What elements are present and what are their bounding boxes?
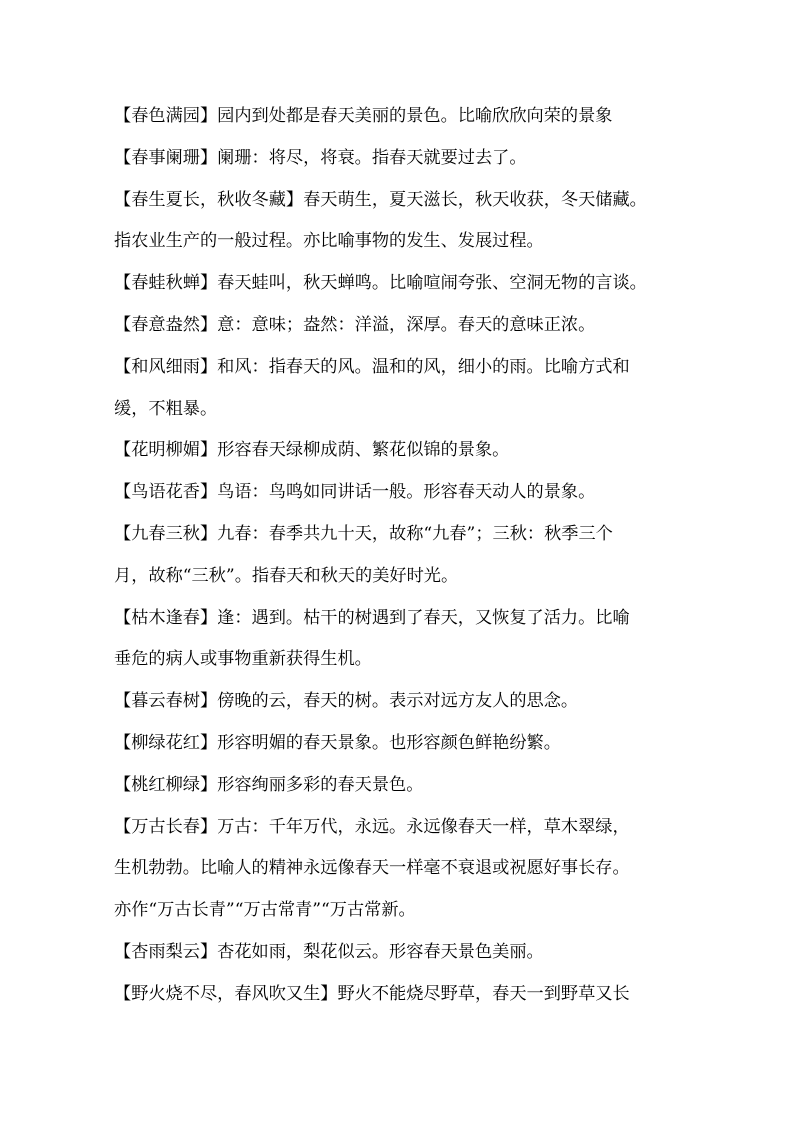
- text-line: 月，故称“三秋”。指春天和秋天的美好时光。: [114, 565, 459, 586]
- text-line: 【暮云春树】傍晚的云，春天的树。表示对远方友人的思念。: [114, 691, 579, 712]
- text-line: 垂危的病人或事物重新获得生机。: [114, 649, 372, 670]
- text-line: 【万古长春】万古：千年万代，永远。永远像春天一样，草木翠绿，: [114, 816, 630, 837]
- text-line: 【春意盎然】意：意味；盎然：洋溢，深厚。春天的意味正浓。: [114, 314, 596, 335]
- text-line: 【春事阑珊】阑珊：将尽，将衰。指春天就要过去了。: [114, 147, 527, 168]
- text-line: 【花明柳媚】形容春天绿柳成荫、繁花似锦的景象。: [114, 440, 510, 461]
- text-line: 【野火烧不尽，春风吹又生】野火不能烧尽野草，春天一到野草又长: [114, 983, 630, 1004]
- document-body: [114, 96, 684, 1016]
- text-line: 生机勃勃。比喻人的精神永远像春天一样毫不衰退或祝愿好事长存。: [114, 858, 630, 879]
- text-line: 【春色满园】园内到处都是春天美丽的景色。比喻欣欣向荣的景象: [114, 106, 613, 126]
- text-line: 【鸟语花香】鸟语：鸟鸣如同讲话一般。形容春天动人的景象。: [114, 482, 596, 503]
- text-line: 【春蛙秋蝉】春天蛙叫，秋天蝉鸣。比喻喧闹夸张、空洞无物的言谈。: [114, 273, 647, 294]
- text-line: 指农业生产的一般过程。亦比喻事物的发生、发展过程。: [114, 231, 544, 252]
- text-line: 【春生夏长，秋收冬藏】春天萌生，夏天滋长，秋天收获，冬天储藏。: [114, 189, 647, 210]
- text-line: 缓，不粗暴。: [114, 398, 218, 419]
- text-line: 【和风细雨】和风：指春天的风。温和的风，细小的雨。比喻方式和: [114, 356, 630, 377]
- text-line: 亦作“万古长青”“万古常青”“万古常新。: [114, 900, 416, 921]
- text-line: 【九春三秋】九春：春季共九十天，故称“九春”；三秋：秋季三个: [114, 523, 613, 544]
- text-line: 【桃红柳绿】形容绚丽多彩的春天景色。: [114, 774, 424, 795]
- text-line: 【杏雨梨云】杏花如雨，梨花似云。形容春天景色美丽。: [114, 941, 544, 962]
- text-line: 【柳绿花红】形容明媚的春天景象。也形容颜色鲜艳纷繁。: [114, 732, 561, 753]
- text-line: 【枯木逢春】逢：遇到。枯干的树遇到了春天，又恢复了活力。比喻: [114, 607, 630, 628]
